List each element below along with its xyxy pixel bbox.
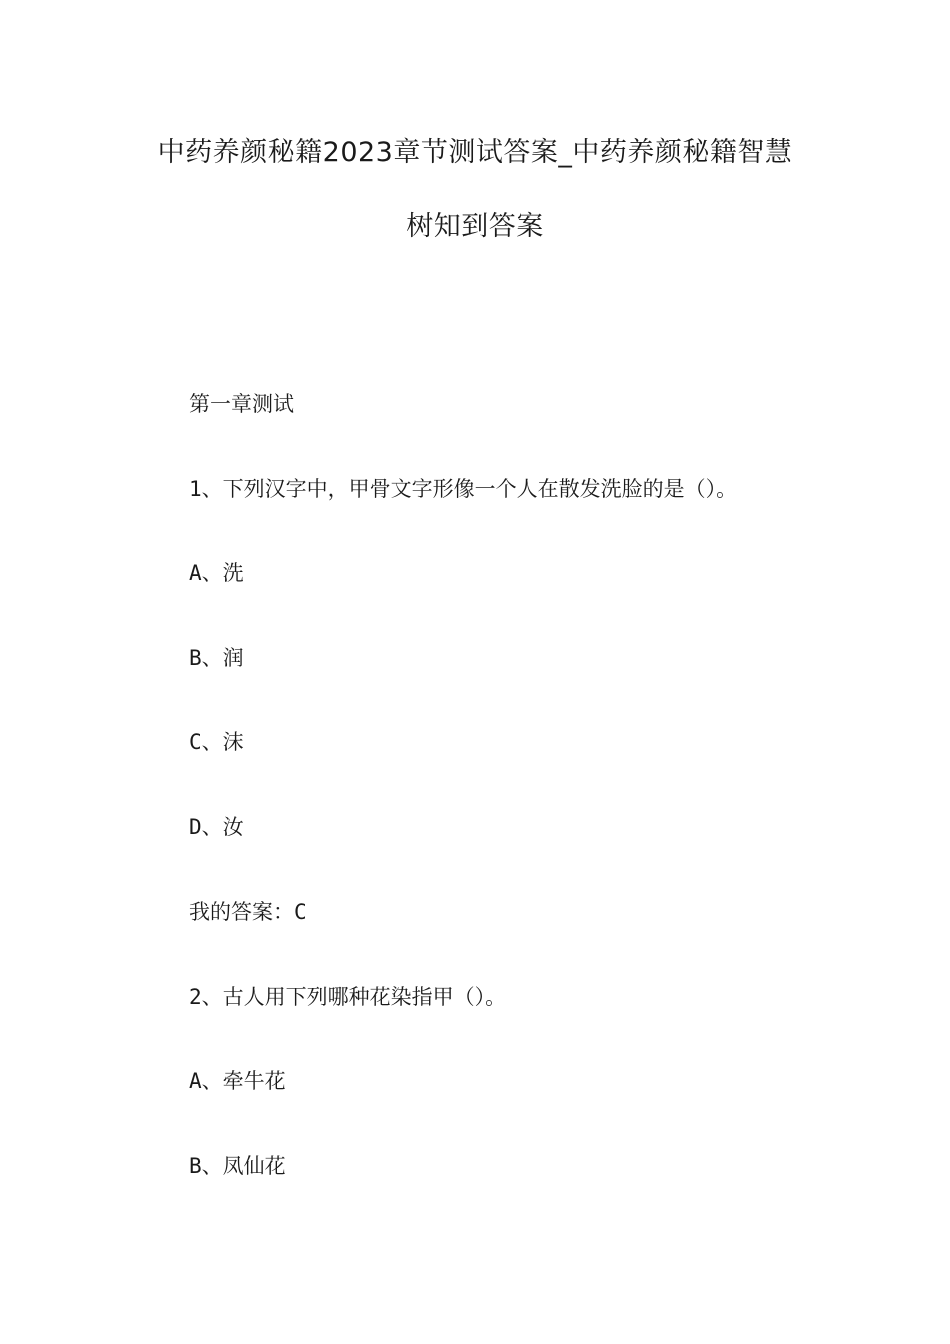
q1-option-c: C、沫 — [189, 730, 244, 754]
q1-option-b: B、润 — [189, 646, 244, 670]
chapter-heading: 第一章测试 — [189, 392, 294, 416]
q2-option-a: A、牵牛花 — [189, 1069, 286, 1093]
question-1: 1、下列汉字中，甲骨文字形像一个人在散发洗脸的是（）。 — [189, 477, 738, 501]
q1-option-d: D、汝 — [189, 815, 244, 839]
q1-answer: 我的答案：C — [189, 900, 307, 924]
question-2: 2、古人用下列哪种花染指甲（）。 — [189, 985, 507, 1009]
q2-option-b: B、凤仙花 — [189, 1154, 286, 1178]
document-title-line-2: 树知到答案 — [406, 211, 544, 242]
q1-option-a: A、洗 — [189, 561, 244, 585]
document-title-line-1: 中药养颜秘籍2023章节测试答案_中药养颜秘籍智慧 — [157, 137, 793, 168]
